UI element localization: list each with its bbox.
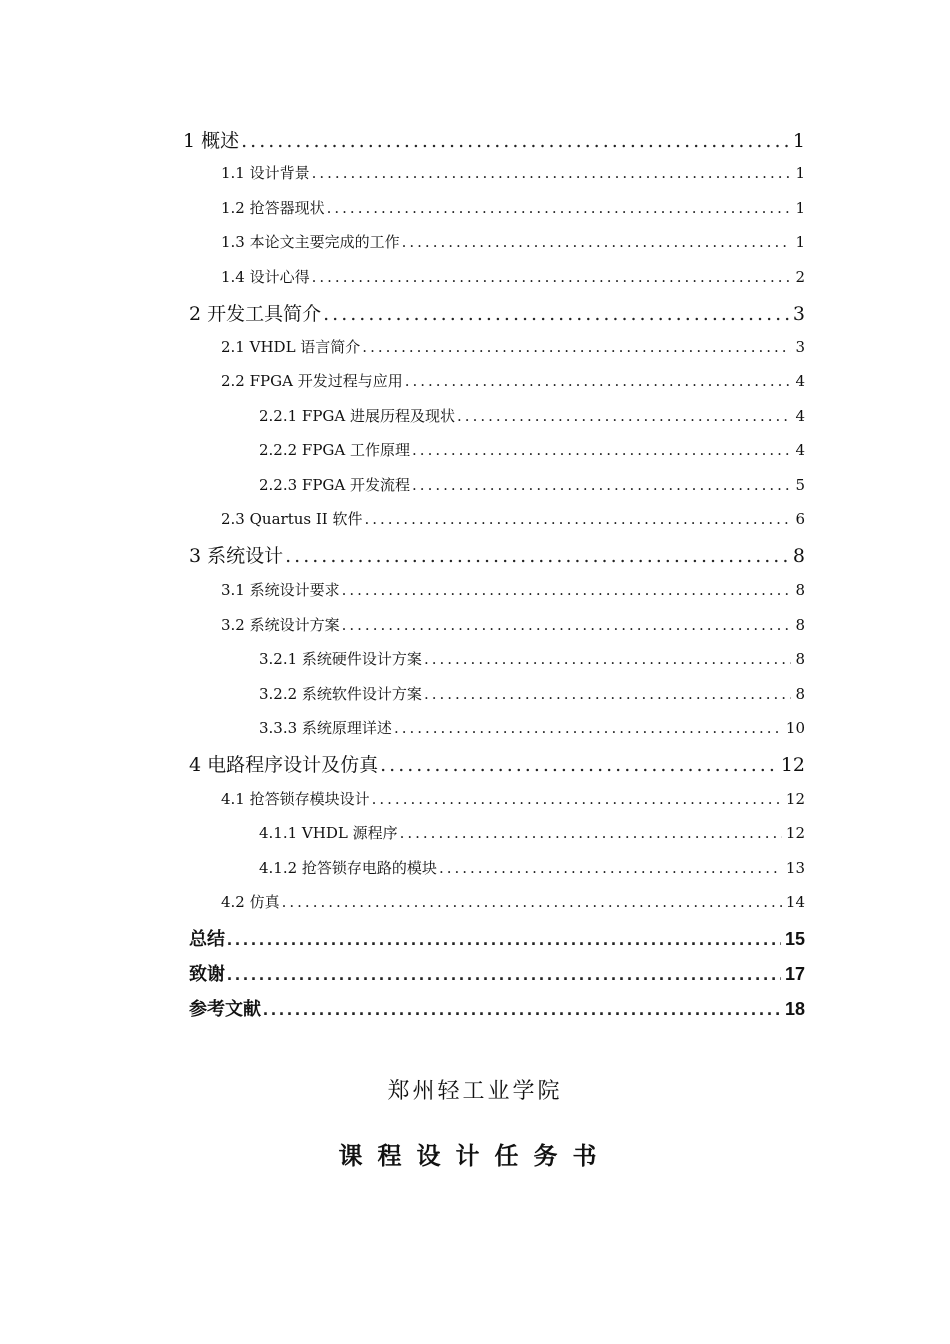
toc-entry[interactable] <box>183 126 805 152</box>
toc-entry[interactable] <box>221 788 805 810</box>
toc-entry-page: 12 <box>780 754 805 776</box>
toc-leader-dots <box>457 407 791 425</box>
toc-leader-dots <box>312 268 792 286</box>
toc-leader-dots <box>402 233 792 251</box>
toc-entry-title: 4.2 仿真 <box>221 893 280 911</box>
toc-leader-dots <box>227 964 781 985</box>
toc-entry-title: 2 开发工具简介 <box>189 303 322 325</box>
toc-entry-title: 3 系统设计 <box>189 545 284 567</box>
toc-entry[interactable] <box>221 614 805 636</box>
toc-entry-title: 1 概述 <box>183 130 240 152</box>
toc-leader-dots <box>323 303 789 325</box>
toc-entry-title: 1.4 设计心得 <box>221 268 310 286</box>
toc-entry-title: 3.1 系统设计要求 <box>221 581 340 599</box>
toc-entry[interactable] <box>189 299 805 325</box>
toc-leader-dots <box>412 476 791 494</box>
toc-entry-page: 10 <box>785 719 805 737</box>
toc-entry[interactable] <box>221 266 805 288</box>
toc-entry[interactable] <box>189 960 805 984</box>
toc-leader-dots <box>342 581 792 599</box>
toc-entry[interactable] <box>221 891 805 913</box>
toc-entry-title: 2.3 Quartus II 软件 <box>221 510 363 528</box>
toc-leader-dots <box>263 999 781 1020</box>
toc-entry[interactable] <box>221 162 805 184</box>
toc-entry-page: 14 <box>785 893 805 911</box>
toc-leader-dots <box>424 650 792 668</box>
toc-entry[interactable] <box>189 750 805 776</box>
toc-entry-title: 参考文献 <box>189 999 261 1019</box>
toc-entry-title: 致谢 <box>189 964 225 984</box>
toc-entry[interactable] <box>221 231 805 253</box>
toc-entry-title: 2.2 FPGA 开发过程与应用 <box>221 372 403 390</box>
toc-entry-page: 3 <box>792 303 805 325</box>
toc-entry-page: 1 <box>795 164 805 182</box>
toc-entry-title: 4 电路程序设计及仿真 <box>189 754 379 776</box>
toc-entry-page: 1 <box>792 130 805 152</box>
toc-entry-page: 8 <box>795 650 805 668</box>
toc-leader-dots <box>362 338 791 356</box>
toc-leader-dots <box>405 372 792 390</box>
toc-entry[interactable] <box>259 717 805 739</box>
toc-leader-dots <box>364 510 791 528</box>
toc-leader-dots <box>241 130 789 152</box>
toc-entry-title: 1.1 设计背景 <box>221 164 310 182</box>
toc-leader-dots <box>312 164 792 182</box>
toc-entry-page: 3 <box>795 338 805 356</box>
toc-leader-dots <box>327 199 792 217</box>
toc-entry-page: 15 <box>784 929 805 949</box>
toc-entry-title: 3.3.3 系统原理详述 <box>259 719 392 737</box>
toc-entry-title: 2.2.2 FPGA 工作原理 <box>259 441 411 459</box>
toc-entry-page: 8 <box>795 685 805 703</box>
toc-entry-title: 4.1.2 抢答锁存电路的模块 <box>259 859 437 877</box>
toc-entry-page: 1 <box>795 233 805 251</box>
toc-leader-dots <box>439 859 782 877</box>
toc-entry-title: 3.2.1 系统硬件设计方案 <box>259 650 422 668</box>
toc-entry-title: 4.1.1 VHDL 源程序 <box>259 824 398 842</box>
toc-entry-title: 2.1 VHDL 语言简介 <box>221 338 361 356</box>
toc-leader-dots <box>285 545 789 567</box>
toc-entry-page: 4 <box>795 372 805 390</box>
toc-entry[interactable] <box>221 579 805 601</box>
toc-entry[interactable] <box>259 648 805 670</box>
toc-entry-page: 5 <box>795 476 805 494</box>
toc-entry[interactable] <box>259 857 805 879</box>
toc-entry-page: 8 <box>795 581 805 599</box>
toc-entry-title: 2.2.1 FPGA 进展历程及现状 <box>259 407 456 425</box>
toc-entry[interactable] <box>259 439 805 461</box>
toc-entry-title: 2.2.3 FPGA 开发流程 <box>259 476 411 494</box>
toc-entry-page: 13 <box>785 859 805 877</box>
toc-leader-dots <box>394 719 782 737</box>
toc-entry-page: 12 <box>785 824 805 842</box>
toc-entry-page: 12 <box>785 790 805 808</box>
toc-entry-title: 1.2 抢答器现状 <box>221 199 325 217</box>
institution-name: 郑州轻工业学院 <box>387 1079 563 1104</box>
toc-entry[interactable] <box>259 822 805 844</box>
toc-entry-page: 4 <box>795 407 805 425</box>
toc-entry-page: 2 <box>795 268 805 286</box>
toc-entry-title: 总结 <box>189 929 225 949</box>
toc-entry-title: 1.3 本论文主要完成的工作 <box>221 233 400 251</box>
toc-leader-dots <box>227 929 781 950</box>
toc-leader-dots <box>424 685 792 703</box>
toc-entry-page: 8 <box>795 616 805 634</box>
toc-entry[interactable] <box>189 995 805 1019</box>
toc-entry[interactable] <box>221 336 805 358</box>
document-title: 课程设计任务书 <box>338 1142 612 1170</box>
toc-leader-dots <box>412 441 791 459</box>
toc-entry-title: 4.1 抢答锁存模块设计 <box>221 790 370 808</box>
toc-entry-title: 3.2.2 系统软件设计方案 <box>259 685 422 703</box>
toc-entry-page: 17 <box>784 964 805 984</box>
toc-entry[interactable] <box>221 508 805 530</box>
toc-entry[interactable] <box>221 370 805 392</box>
toc-leader-dots <box>282 893 782 911</box>
toc-entry-page: 18 <box>784 999 805 1019</box>
toc-entry[interactable] <box>221 197 805 219</box>
toc-entry[interactable] <box>259 683 805 705</box>
toc-entry-page: 8 <box>792 545 805 567</box>
toc-entry[interactable] <box>189 925 805 949</box>
toc-entry[interactable] <box>259 474 805 496</box>
toc-entry[interactable] <box>189 541 805 567</box>
toc-entry[interactable] <box>259 405 805 427</box>
toc-leader-dots <box>380 754 777 776</box>
toc-entry-page: 4 <box>795 441 805 459</box>
toc-entry-page: 6 <box>795 510 805 528</box>
toc-leader-dots <box>342 616 792 634</box>
toc-entry-page: 1 <box>795 199 805 217</box>
toc-leader-dots <box>372 790 782 808</box>
toc-entry-title: 3.2 系统设计方案 <box>221 616 340 634</box>
toc-leader-dots <box>400 824 782 842</box>
